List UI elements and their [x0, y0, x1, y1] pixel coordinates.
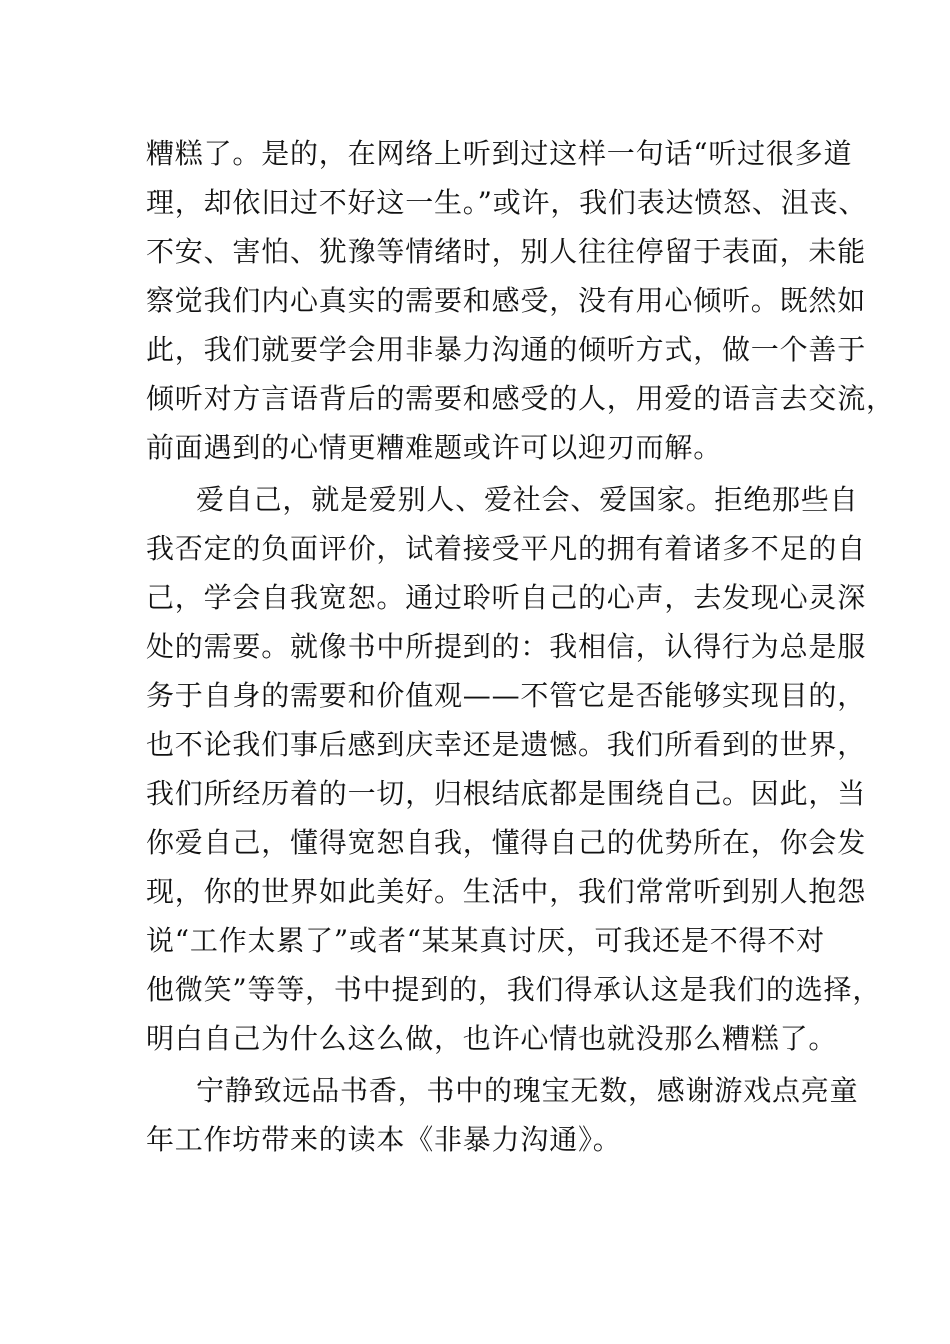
paragraph-start-line: 爱自己，就是爱别人、爱社会、爱国家。拒绝那些自	[196, 483, 859, 516]
text-line: 说“工作太累了”或者“某某真讨厌，可我还是不得不对	[146, 924, 825, 957]
text-line: 不安、害怕、犹豫等情绪时，别人往往停留于表面，未能	[146, 235, 867, 268]
text-line: 你爱自己，懂得宽恕自我，懂得自己的优势所在，你会发	[146, 826, 867, 859]
text-line: 糟糕了。是的，在网络上听到过这样一句话“听过很多道	[146, 137, 853, 170]
text-line: 处的需要。就像书中所提到的：我相信，认得行为总是服	[146, 630, 867, 663]
text-line: 察觉我们内心真实的需要和感受，没有用心倾听。既然如	[146, 284, 867, 317]
text-line: 倾听对方言语背后的需要和感受的人，用爱的语言去交流，	[146, 382, 895, 415]
text-line: 此，我们就要学会用非暴力沟通的倾听方式，做一个善于	[146, 333, 867, 366]
text-line: 年工作坊带来的读本《非暴力沟通》。	[146, 1123, 622, 1156]
text-line: 我们所经历着的一切，归根结底都是围绕自己。因此，当	[146, 777, 867, 810]
text-line: 我否定的负面评价，试着接受平凡的拥有着诸多不足的自	[146, 532, 867, 565]
text-line: 现，你的世界如此美好。生活中，我们常常听到别人抱怨	[146, 875, 867, 908]
paragraph-start-line: 宁静致远品书香，书中的瑰宝无数，感谢游戏点亮童	[196, 1074, 859, 1107]
text-line: 他微笑”等等，书中提到的，我们得承认这是我们的选择，	[146, 973, 882, 1006]
text-line: 理，却依旧过不好这一生。”或许，我们表达愤怒、沮丧、	[146, 186, 868, 219]
text-line: 明白自己为什么这么做，也许心情也就没那么糟糕了。	[146, 1022, 838, 1055]
text-line: 前面遇到的心情更糟难题或许可以迎刃而解。	[146, 431, 723, 464]
text-line: 己，学会自我宽恕。通过聆听自己的心声，去发现心灵深	[146, 581, 867, 614]
text-line: 也不论我们事后感到庆幸还是遗憾。我们所看到的世界，	[146, 728, 867, 761]
text-line: 务于自身的需要和价值观——不管它是否能够实现目的，	[146, 679, 867, 712]
